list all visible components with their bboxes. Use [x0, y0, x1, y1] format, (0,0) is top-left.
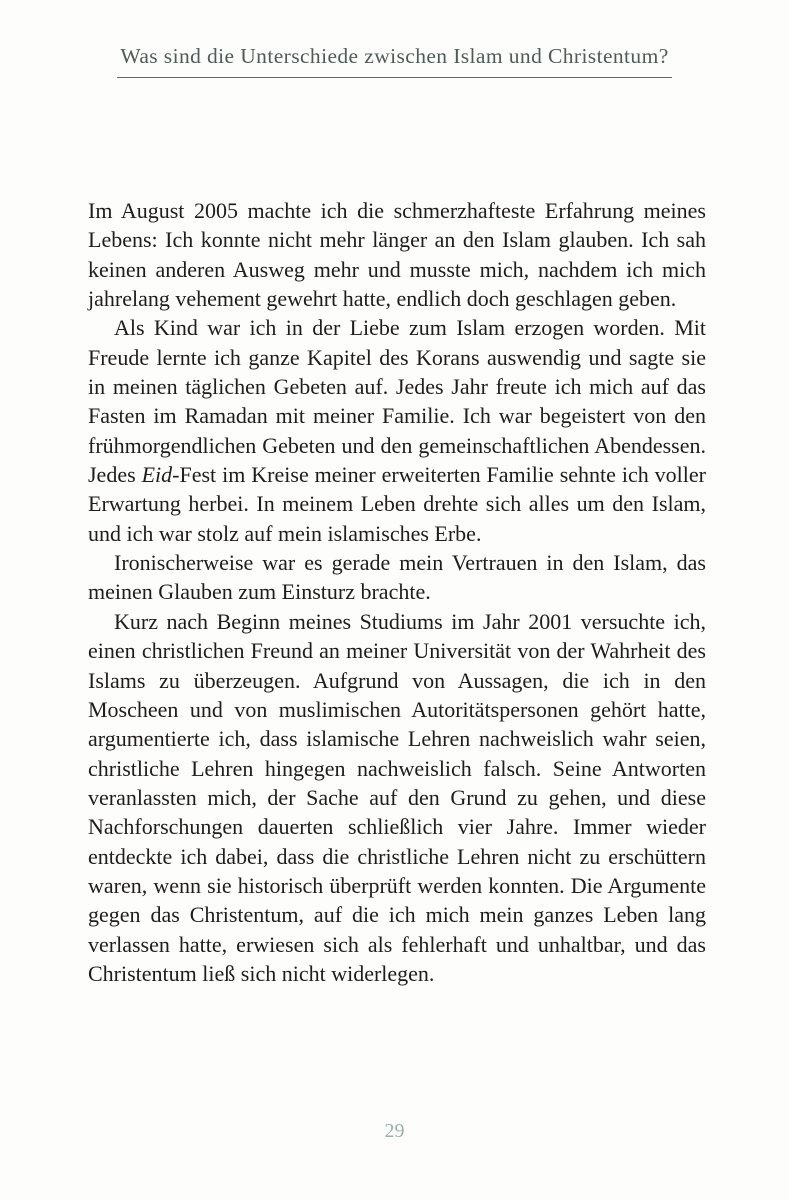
italic-term: Eid [141, 462, 173, 488]
running-header [0, 44, 789, 78]
paragraph [88, 313, 706, 548]
paragraph-text: -Fest im Kreise meiner erweiterten Familie sehnte ich voller Erwartung herbei. In meinem Leben drehte sich alles um den Islam, und ich war stolz auf mein islamisches Erbe. [88, 462, 706, 546]
paragraph-text: Im August 2005 machte ich die schmerzhafteste Erfahrung meines Lebens: Ich konnte nicht mehr länger an den Islam glauben. Ich sah keinen anderen Ausweg mehr und musste mich, nachdem ich mich jahrelang vehement gewehrt hatte, endlich doch geschlagen geben. [88, 198, 706, 312]
chapter-title: Was sind die Unterschiede zwischen Islam und Christentum? [117, 44, 671, 78]
paragraph [88, 548, 706, 607]
paragraph-text: Kurz nach Beginn meines Studiums im Jahr 2001 versuchte ich, einen christlichen Freund an meiner Universität von der Wahrheit des Islams zu überzeugen. Aufgrund von Aussagen, die ich in den Moscheen und von muslimischen Autoritätspersonen gehört hatte, argumentierte ich, dass islamische Lehren nachweislich wahr seien, christliche Lehren hingegen nachweislich falsch. Seine Antworten veranlassten mich, der Sache auf den Grund zu gehen, und diese Nachforschungen dauerten schließlich vier Jahre. Immer wieder entdeckte ich dabei, dass die christliche Lehren nicht zu erschüttern waren, wenn sie historisch überprüft werden konnten. Die Argumente gegen das Christentum, auf die ich mich mein ganzes Leben lang verlassen hatte, erwiesen sich als fehlerhaft und unhaltbar, und das Christentum ließ sich nicht widerlegen. [88, 608, 706, 986]
paragraph-text: Ironischerweise war es gerade mein Vertrauen in den Islam, das meinen Glauben zum Einsturz brachte. [88, 550, 706, 605]
page-number: 29 [384, 1120, 405, 1142]
paragraph [88, 196, 706, 313]
page-body [88, 196, 706, 988]
paragraph-text: Als Kind war ich in der Liebe zum Islam erzogen worden. Mit Freude lernte ich ganze Kapitel des Korans auswendig und sagte sie in meinen täglichen Gebeten auf. Jedes Jahr freute ich mich auf das Fasten im Ramadan mit meiner Familie. Ich war begeistert von den frühmorgendlichen Gebeten und den gemeinschaftlichen Abendessen. Jedes [88, 315, 706, 488]
paragraph [88, 607, 706, 988]
